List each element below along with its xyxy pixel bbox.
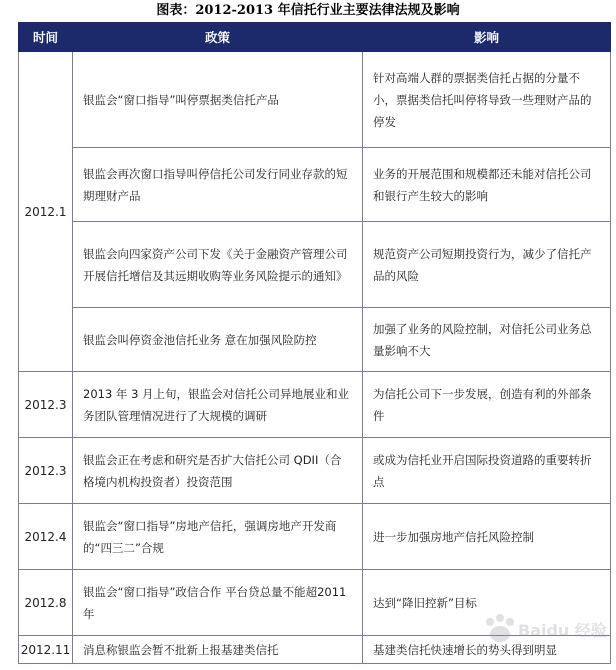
impact-cell: 进一步加强房地产信托风险控制 [363,504,611,570]
impact-cell: 针对高端人群的票据类信托占据的分量不小，票据类信托叫停将导致一些理财产品的停发 [363,52,611,148]
header-policy: 政策 [73,23,363,52]
table-row [19,308,611,372]
time-cell: 2012.4 [19,504,73,570]
svg-text:Baidu 经验: Baidu 经验 [518,621,607,640]
time-cell: 2012.8 [19,570,73,636]
table-row [19,504,611,570]
impact-cell: 或成为信托业开启国际投资道路的重要转折点 [363,438,611,504]
policy-cell: 消息称银监会暂不批新上报基建类信托 [73,636,363,664]
impact-cell: 规范资产公司短期投资行为，减少了信托产品的风险 [363,222,611,308]
policy-cell: 银监会正在考虑和研究是否扩大信托公司 QDII（合格境内机构投资者）投资范围 [73,438,363,504]
impact-cell: 加强了业务的风险控制，对信托公司业务总量影响不大 [363,308,611,372]
policy-cell: 银监会“窗口指导”政信合作 平台贷总量不能超2011 年 [73,570,363,636]
table-title: 图表：2012-2013 年信托行业主要法律法规及影响 [156,3,460,18]
time-cell: 2012.1 [19,52,73,372]
impact-cell: 达到“降旧控新”目标 [363,570,611,636]
policy-cell: 2013 年 3 月上旬，银监会对信托公司异地展业和业务团队管理情况进行了大规模的调研 [73,372,363,438]
policy-cell: 银监会再次窗口指导叫停信托公司发行同业存款的短期理财产品 [73,148,363,222]
header-time: 时间 [19,23,73,52]
impact-cell: 为信托公司下一步发展，创造有利的外部条件 [363,372,611,438]
policy-cell: 银监会“窗口指导”房地产信托，强调房地产开发商的“四三二”合规 [73,504,363,570]
impact-cell: 基建类信托快速增长的势头得到明显 [363,636,611,664]
time-cell: 2012.11 [19,636,73,664]
policy-cell: 银监会叫停资金池信托业务 意在加强风险防控 [73,308,363,372]
time-cell: 2012.3 [19,438,73,504]
header-row [19,23,611,52]
time-cell: 2012.3 [19,372,73,438]
table-row [19,148,611,222]
table-row [19,438,611,504]
impact-cell: 业务的开展范围和规模都还未能对信托公司和银行产生较大的影响 [363,148,611,222]
policy-table [18,22,611,664]
table-row [19,52,611,148]
header-impact: 影响 [363,23,611,52]
policy-cell: 银监会“窗口指导”叫停票据类信托产品 [73,52,363,148]
baidu-watermark-logo [478,612,608,646]
policy-cell: 银监会向四家资产公司下发《关于金融资产管理公司开展信托增信及其远期收购等业务风险提示的通知》 [73,222,363,308]
table-row [19,372,611,438]
table-row [19,222,611,308]
